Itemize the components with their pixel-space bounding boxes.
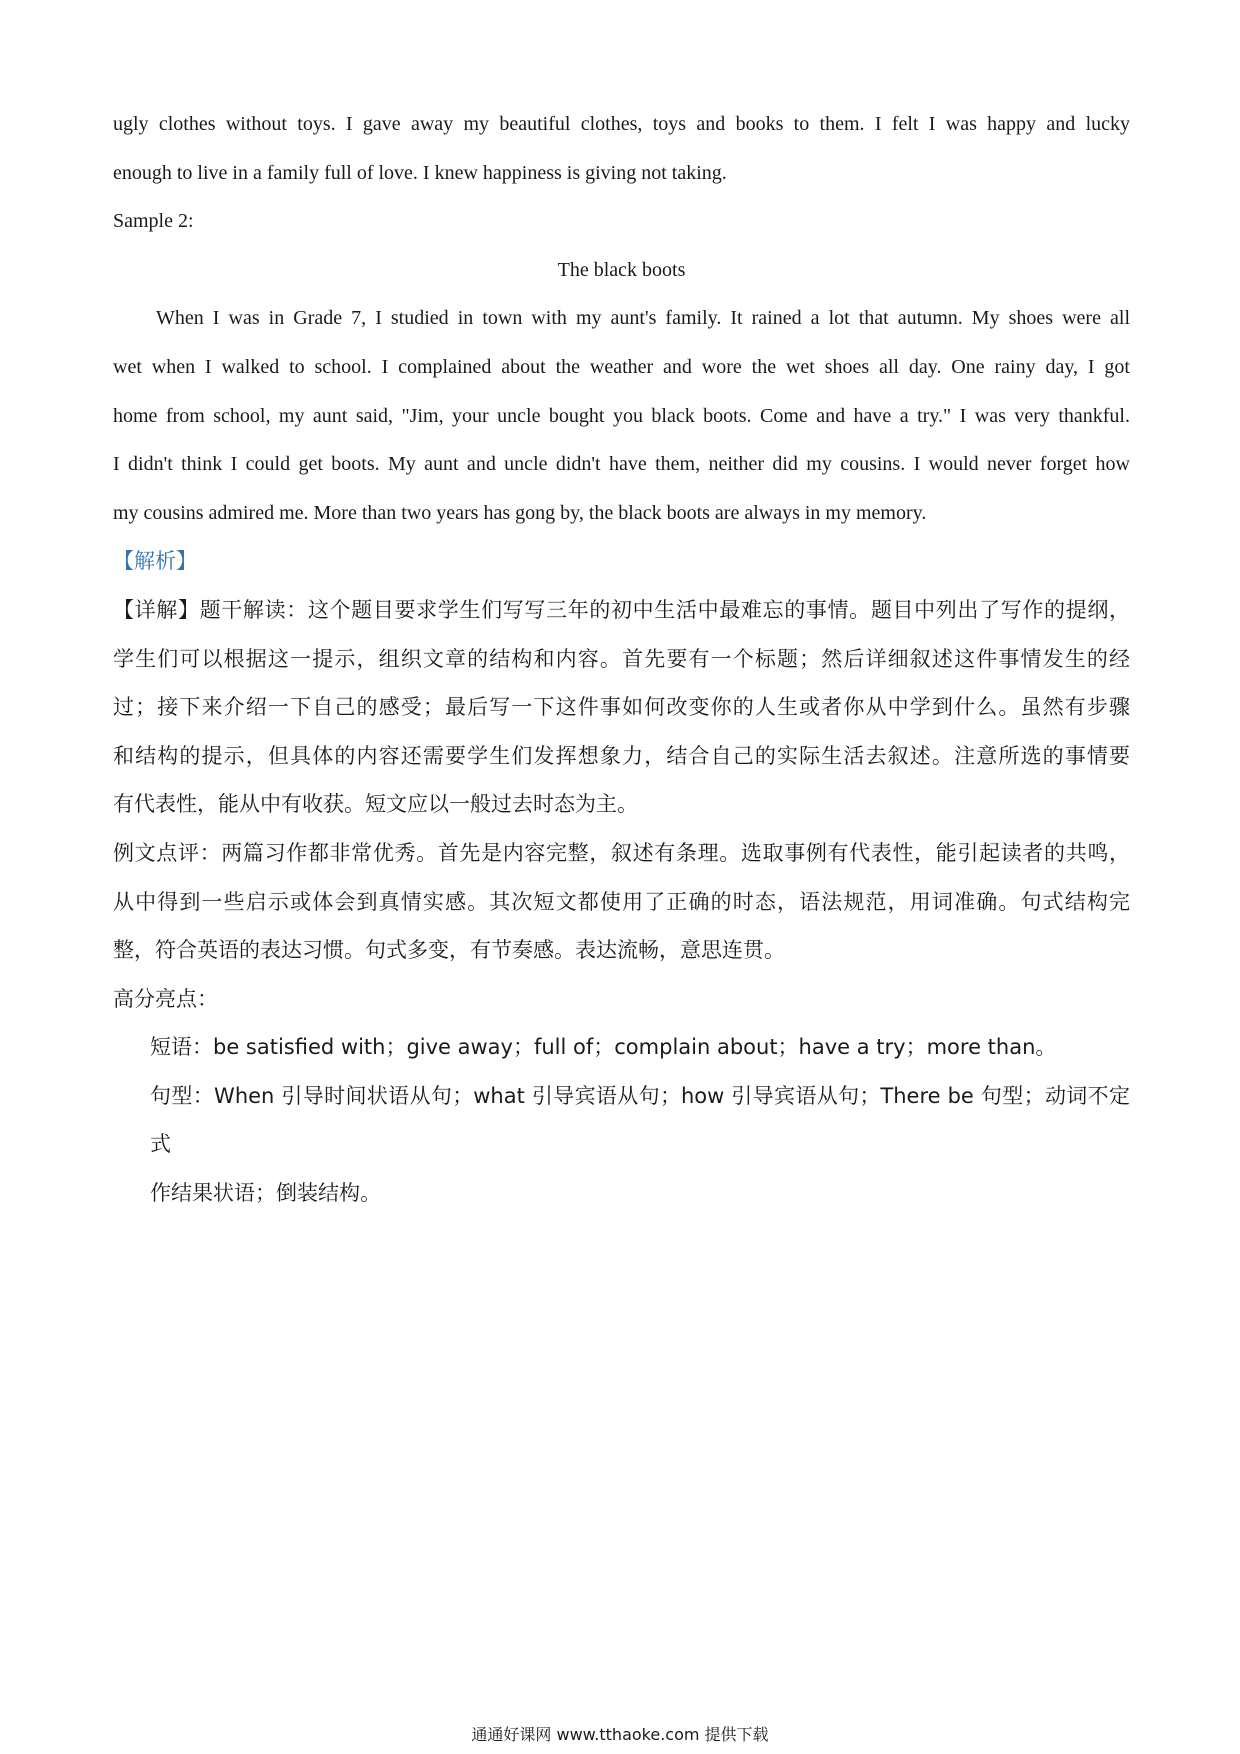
sample2-line-3: home from school, my aunt said, "Jim, your uncle bought you black boots. Come and have a try." I was very thankful.: [113, 404, 1130, 427]
phrases-line: 短语：be satisfied with；give away；full of；complain about；have a try；more than。: [150, 1035, 1057, 1060]
analysis-header: 【解析】: [113, 549, 197, 574]
sample2-label: Sample 2:: [113, 210, 194, 233]
sample1-line-1: ugly clothes without toys. I gave away my beautiful clothes, toys and books to them. I felt I was happy and lucky: [113, 113, 1130, 135]
sample2-title: The black boots: [557, 258, 686, 281]
comment-line-2: 从中得到一些启示或体会到真情实感。其次短文都使用了正确的时态，语法规范，用词准确。句式结构完: [113, 889, 1130, 914]
detail-line-5: 有代表性，能从中有收获。短文应以一般过去时态为主。: [113, 792, 638, 817]
sample1-line-2: enough to live in a family full of love. I knew happiness is giving not taking.: [113, 161, 727, 184]
detail-line-1: 【详解】题干解读：这个题目要求学生们写写三年的初中生活中最难忘的事情。题目中列出了写作的提纲，: [113, 597, 1130, 622]
page-footer: 通通好课网 www.tthaoke.com 提供下载: [471, 1725, 769, 1744]
document-page: [113, 100, 1130, 1218]
detail-line-4: 和结构的提示，但具体的内容还需要学生们发挥想象力，结合自己的实际生活去叙述。注意所选的事情要: [113, 743, 1130, 768]
sample2-line-2: wet when I walked to school. I complained about the weather and wore the wet shoes all day. One rainy day, I got: [113, 355, 1130, 378]
sample2-line-4: I didn't think I could get boots. My aunt and uncle didn't have them, neither did my cousins. I would never forget how: [113, 453, 1130, 476]
comment-line-1: 例文点评：两篇习作都非常优秀。首先是内容完整，叙述有条理。选取事例有代表性，能引起读者的共鸣，: [113, 840, 1130, 865]
comment-line-3: 整，符合英语的表达习惯。句式多变，有节奏感。表达流畅，意思连贯。: [113, 938, 785, 963]
highlights-title: 高分亮点：: [113, 986, 218, 1011]
sample2-line-1: When I was in Grade 7, I studied in town with my aunt's family. It rained a lot that autumn. My shoes were all: [156, 307, 1130, 330]
sentences-line-2: 作结果状语；倒装结构。: [150, 1181, 381, 1206]
detail-line-3: 过；接下来介绍一下自己的感受；最后写一下这件事如何改变你的人生或者你从中学到什么。虽然有步骤: [113, 695, 1130, 720]
sample2-line-5: my cousins admired me. More than two years has gong by, the black boots are always in my memory.: [113, 501, 927, 524]
detail-line-2: 学生们可以根据这一提示，组织文章的结构和内容。首先要有一个标题；然后详细叙述这件事情发生的经: [113, 646, 1130, 671]
sentences-line-1: 句型：When 引导时间状语从句；what 引导宾语从句；how 引导宾语从句；There be 句型；动词不定式: [150, 1083, 1130, 1157]
